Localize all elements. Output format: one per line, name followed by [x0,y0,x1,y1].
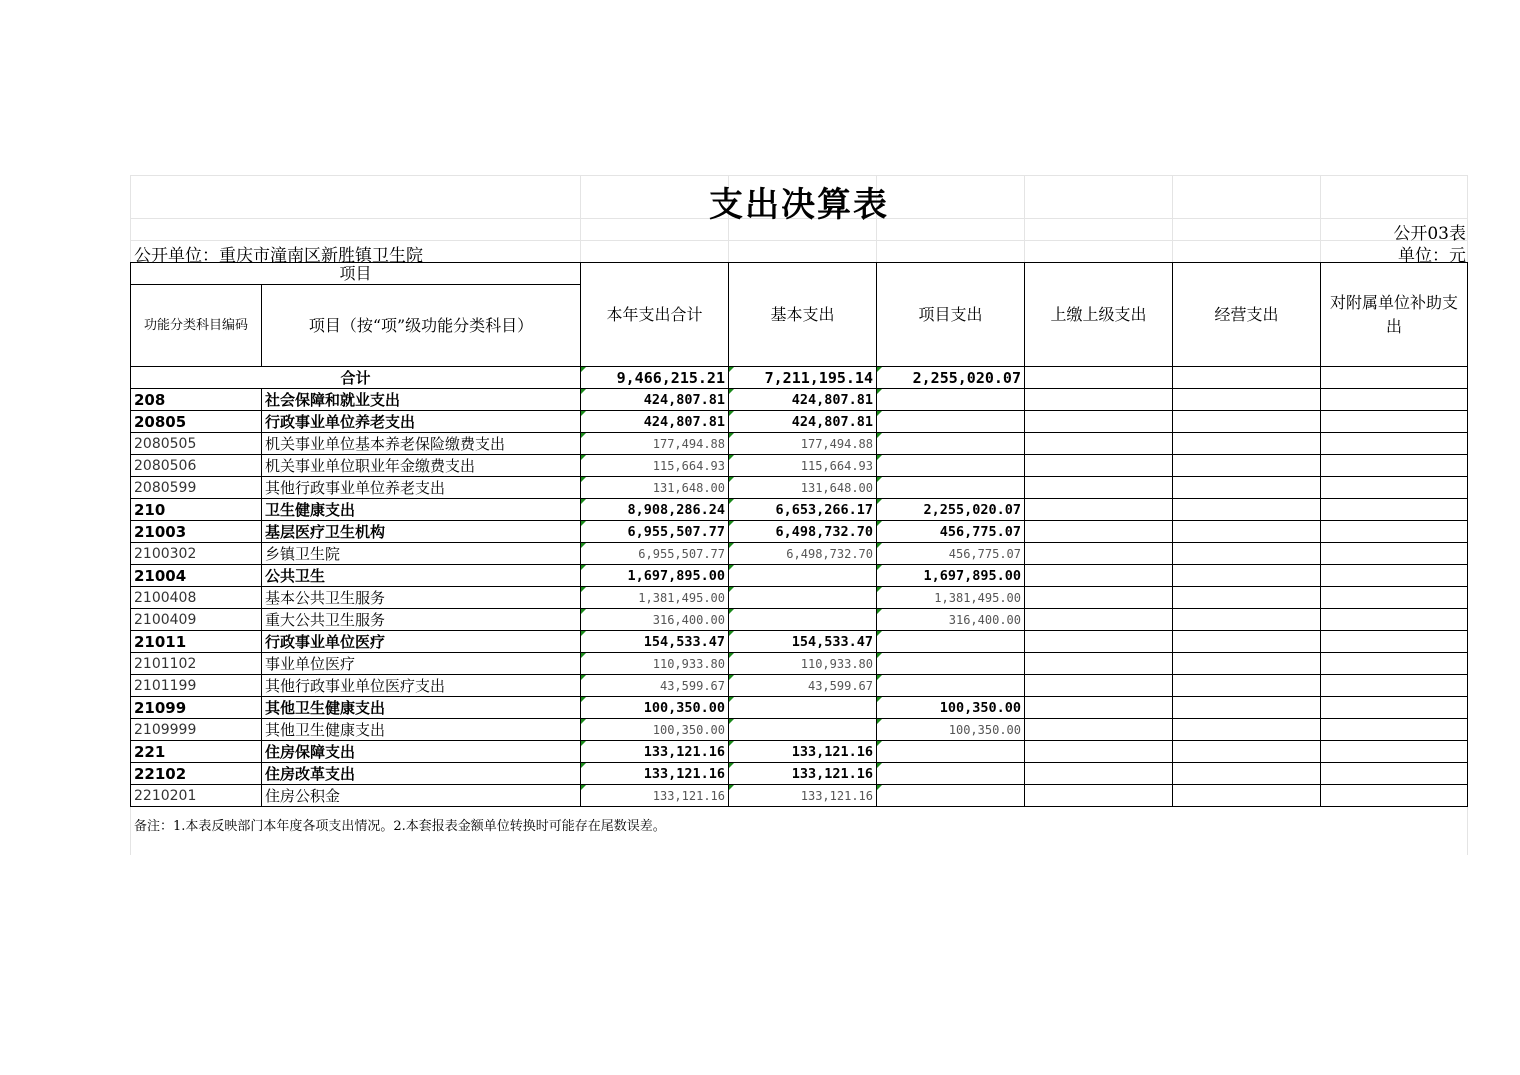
row-upper [1025,499,1173,521]
row-upper [1025,587,1173,609]
row-code: 2100409 [131,609,262,631]
row-subsidy [1321,631,1468,653]
row-total: 43,599.67 [581,675,729,697]
row-upper [1025,763,1173,785]
expenditure-table [130,262,1468,807]
row-upper [1025,653,1173,675]
row-total: 1,381,495.00 [581,587,729,609]
row-business [1173,499,1321,521]
total-basic: 7,211,195.14 [729,367,877,389]
row-total: 154,533.47 [581,631,729,653]
table-row [131,499,1468,521]
row-code: 21004 [131,565,262,587]
header-code: 功能分类科目编码 [131,285,262,367]
row-upper [1025,741,1173,763]
row-total: 316,400.00 [581,609,729,631]
row-basic: 6,653,266.17 [729,499,877,521]
table-row [131,785,1468,807]
row-basic: 424,807.81 [729,389,877,411]
row-business [1173,477,1321,499]
row-total: 424,807.81 [581,389,729,411]
row-code: 2210201 [131,785,262,807]
row-total: 6,955,507.77 [581,521,729,543]
row-basic: 43,599.67 [729,675,877,697]
row-name: 行政事业单位医疗 [262,631,581,653]
row-business [1173,521,1321,543]
row-name: 社会保障和就业支出 [262,389,581,411]
row-project [877,389,1025,411]
header-business: 经营支出 [1173,263,1321,367]
total-business [1173,367,1321,389]
row-business [1173,631,1321,653]
row-code: 2100302 [131,543,262,565]
row-project [877,785,1025,807]
row-subsidy [1321,697,1468,719]
row-name: 行政事业单位养老支出 [262,411,581,433]
row-upper [1025,609,1173,631]
table-row [131,543,1468,565]
row-subsidy [1321,499,1468,521]
row-basic: 131,648.00 [729,477,877,499]
row-project: 100,350.00 [877,719,1025,741]
table-row [131,631,1468,653]
row-project: 316,400.00 [877,609,1025,631]
row-name: 住房公积金 [262,785,581,807]
row-code: 2080506 [131,455,262,477]
row-total: 133,121.16 [581,785,729,807]
row-basic [729,609,877,631]
row-business [1173,785,1321,807]
header-name: 项目（按“项”级功能分类科目） [262,285,581,367]
row-name: 卫生健康支出 [262,499,581,521]
row-upper [1025,697,1173,719]
total-project: 2,255,020.07 [877,367,1025,389]
currency-unit: 单位：元 [1398,246,1466,266]
row-upper [1025,455,1173,477]
row-business [1173,697,1321,719]
header-project: 项目支出 [877,263,1025,367]
row-code: 20805 [131,411,262,433]
row-upper [1025,675,1173,697]
row-total: 100,350.00 [581,697,729,719]
row-name: 住房保障支出 [262,741,581,763]
row-code: 21011 [131,631,262,653]
row-subsidy [1321,719,1468,741]
row-project [877,741,1025,763]
row-code: 21099 [131,697,262,719]
row-basic: 110,933.80 [729,653,877,675]
row-project: 456,775.07 [877,521,1025,543]
row-subsidy [1321,785,1468,807]
row-project [877,675,1025,697]
table-row [131,521,1468,543]
row-business [1173,455,1321,477]
row-business [1173,411,1321,433]
header-upper: 上缴上级支出 [1025,263,1173,367]
row-upper [1025,521,1173,543]
row-subsidy [1321,675,1468,697]
row-name: 其他行政事业单位医疗支出 [262,675,581,697]
row-total: 424,807.81 [581,411,729,433]
row-name: 其他卫生健康支出 [262,719,581,741]
row-basic: 133,121.16 [729,741,877,763]
total-label: 合计 [131,367,581,389]
table-row [131,741,1468,763]
header-total: 本年支出合计 [581,263,729,367]
table-row [131,477,1468,499]
table-row [131,565,1468,587]
table-row [131,609,1468,631]
row-basic: 177,494.88 [729,433,877,455]
row-basic [729,565,877,587]
row-code: 221 [131,741,262,763]
page-title: 支出决算表 [709,185,889,225]
row-project: 2,255,020.07 [877,499,1025,521]
row-business [1173,763,1321,785]
row-code: 2100408 [131,587,262,609]
row-basic: 115,664.93 [729,455,877,477]
row-subsidy [1321,587,1468,609]
row-basic [729,697,877,719]
row-total: 100,350.00 [581,719,729,741]
row-total: 1,697,895.00 [581,565,729,587]
row-subsidy [1321,433,1468,455]
table-row [131,411,1468,433]
table-row [131,719,1468,741]
row-subsidy [1321,521,1468,543]
row-business [1173,565,1321,587]
grid-line [130,175,1468,176]
table-row [131,455,1468,477]
table-row [131,389,1468,411]
row-project [877,631,1025,653]
row-code: 2101199 [131,675,262,697]
table-row [131,763,1468,785]
row-name: 公共卫生 [262,565,581,587]
row-project: 1,381,495.00 [877,587,1025,609]
spreadsheet-page [130,175,1468,855]
row-subsidy [1321,543,1468,565]
row-basic: 6,498,732.70 [729,521,877,543]
row-project [877,653,1025,675]
row-upper [1025,477,1173,499]
table-row [131,697,1468,719]
row-subsidy [1321,763,1468,785]
row-project [877,411,1025,433]
row-name: 基层医疗卫生机构 [262,521,581,543]
row-upper [1025,433,1173,455]
row-project [877,455,1025,477]
row-subsidy [1321,389,1468,411]
table-row [131,653,1468,675]
row-code: 2109999 [131,719,262,741]
row-basic [729,587,877,609]
row-total: 133,121.16 [581,741,729,763]
form-code: 公开03表 [1393,224,1466,244]
row-total: 133,121.16 [581,763,729,785]
row-basic: 133,121.16 [729,763,877,785]
row-total: 177,494.88 [581,433,729,455]
header-project-group: 项目 [131,263,581,285]
table-row [131,675,1468,697]
row-business [1173,653,1321,675]
row-total: 131,648.00 [581,477,729,499]
row-subsidy [1321,411,1468,433]
row-code: 210 [131,499,262,521]
row-basic: 133,121.16 [729,785,877,807]
row-project: 456,775.07 [877,543,1025,565]
row-upper [1025,543,1173,565]
row-code: 2101102 [131,653,262,675]
row-name: 其他卫生健康支出 [262,697,581,719]
total-subsidy [1321,367,1468,389]
row-basic [729,719,877,741]
row-basic: 6,498,732.70 [729,543,877,565]
row-name: 其他行政事业单位养老支出 [262,477,581,499]
row-code: 208 [131,389,262,411]
table-row [131,433,1468,455]
row-subsidy [1321,565,1468,587]
total-upper [1025,367,1173,389]
total-amount: 9,466,215.21 [581,367,729,389]
row-code: 21003 [131,521,262,543]
row-total: 6,955,507.77 [581,543,729,565]
row-total: 8,908,286.24 [581,499,729,521]
row-project [877,763,1025,785]
header-subsidy: 对附属单位补助支出 [1321,263,1468,367]
row-project: 1,697,895.00 [877,565,1025,587]
row-subsidy [1321,455,1468,477]
row-project [877,477,1025,499]
reporting-unit: 公开单位：重庆市潼南区新胜镇卫生院 [134,246,423,266]
row-name: 机关事业单位职业年金缴费支出 [262,455,581,477]
row-name: 住房改革支出 [262,763,581,785]
row-subsidy [1321,653,1468,675]
row-project: 100,350.00 [877,697,1025,719]
row-upper [1025,719,1173,741]
row-business [1173,389,1321,411]
row-upper [1025,411,1173,433]
row-basic: 154,533.47 [729,631,877,653]
header-basic: 基本支出 [729,263,877,367]
row-total: 110,933.80 [581,653,729,675]
row-business [1173,433,1321,455]
row-upper [1025,631,1173,653]
row-name: 乡镇卫生院 [262,543,581,565]
row-business [1173,543,1321,565]
row-project [877,433,1025,455]
footnote: 备注：1.本表反映部门本年度各项支出情况。2.本套报表金额单位转换时可能存在尾数误差。 [134,819,666,834]
row-subsidy [1321,477,1468,499]
row-name: 事业单位医疗 [262,653,581,675]
row-upper [1025,389,1173,411]
row-code: 2080599 [131,477,262,499]
row-upper [1025,565,1173,587]
row-total: 115,664.93 [581,455,729,477]
row-name: 基本公共卫生服务 [262,587,581,609]
row-business [1173,587,1321,609]
row-basic: 424,807.81 [729,411,877,433]
row-business [1173,741,1321,763]
row-subsidy [1321,741,1468,763]
row-code: 22102 [131,763,262,785]
row-subsidy [1321,609,1468,631]
table-row [131,587,1468,609]
row-code: 2080505 [131,433,262,455]
row-upper [1025,785,1173,807]
row-business [1173,719,1321,741]
row-business [1173,675,1321,697]
row-name: 重大公共卫生服务 [262,609,581,631]
row-name: 机关事业单位基本养老保险缴费支出 [262,433,581,455]
row-business [1173,609,1321,631]
